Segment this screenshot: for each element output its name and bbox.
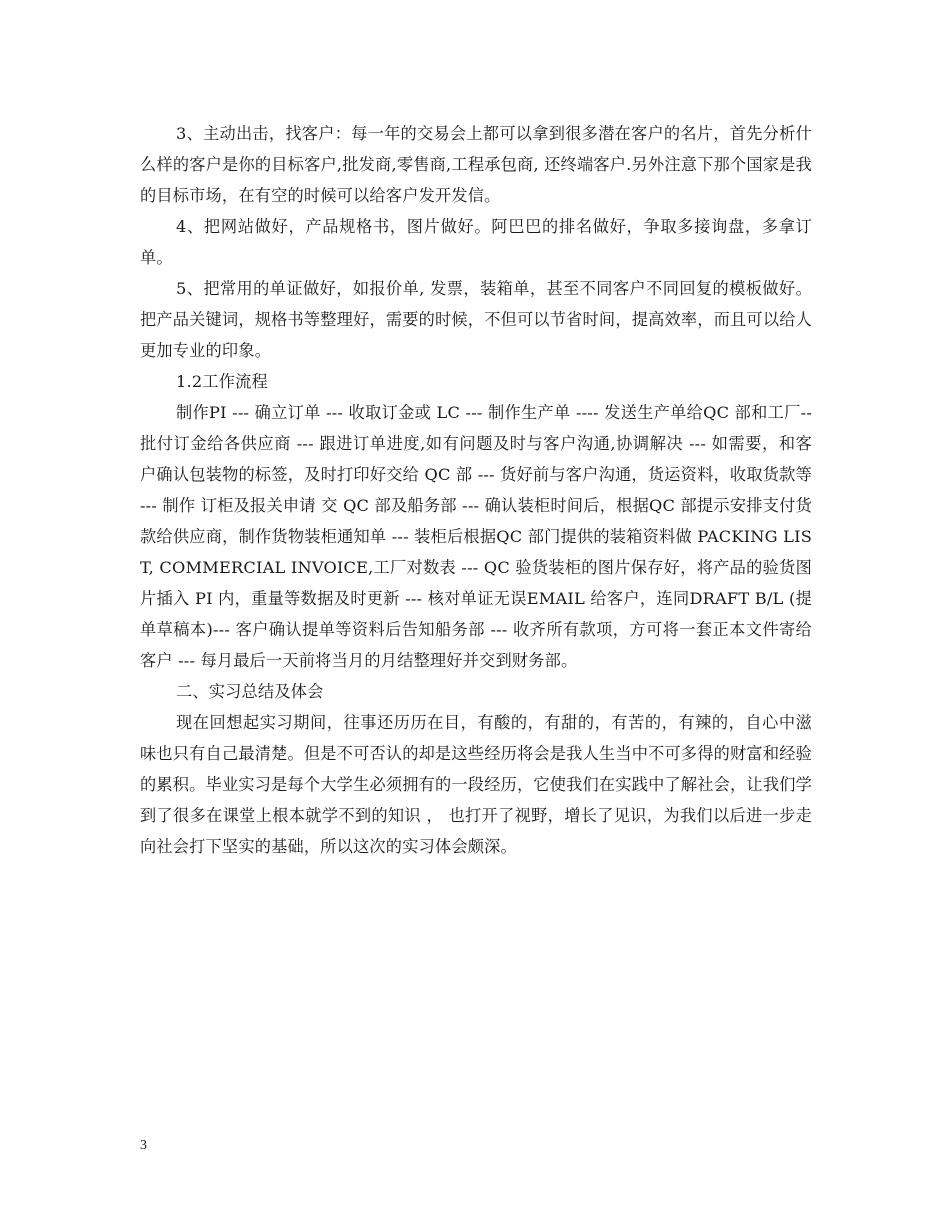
- paragraph-workflow: 制作PI --- 确立订单 --- 收取订金或 LC --- 制作生产单 ---- 发送生产单给QC 部和工厂-- 批付订金给各供应商 --- 跟进订单进度,如有问题及时与客户沟通,协调解决 --- 如需要，和客户确认包装物的标签，及时打印好交给 QC 部 --- 货好前与客户沟通，货运资料，收取货款等 --- 制作 订柜及报关申请 交 QC 部及船务部 --- 确认装柜时间后，根据QC 部提示安排支付货款给供应商，制作货物装柜通知单 --- 装柜后根据QC 部门提供的装箱资料做 PACKING LIST, COMMERCIAL INVOICE,工厂对数表 --- QC 验货装柜的图片保存好，将产品的验货图片插入 PI 内，重量等数据及时更新 --- 核对单证无误EMAIL 给客户，连同DRAFT B/L (提单草稿本)--- 客户确认提单等资料后告知船务部 --- 收齐所有款项，方可将一套正本文件寄给客户 --- 每月最后一天前将当月的月结整理好并交到财务部。: [140, 403, 812, 670]
- document-body: [140, 118, 812, 862]
- page-number: 3: [140, 1138, 147, 1153]
- section-heading-workflow: 1.2工作流程: [176, 372, 268, 391]
- section-heading-summary: 二、实习总结及体会: [176, 682, 324, 701]
- paragraph-website: 4、把网站做好，产品规格书，图片做好。阿巴巴的排名做好，争取多接询盘，多拿订单。: [140, 217, 812, 267]
- paragraph-find-customers: 3、主动出击，找客户：每一年的交易会上都可以拿到很多潜在客户的名片，首先分析什么样的客户是你的目标客户,批发商,零售商,工程承包商, 还终端客户.另外注意下那个国家是我的目标市场，在有空的时候可以给客户发开发信。: [140, 124, 812, 205]
- paragraph-summary: 现在回想起实习期间，往事还历历在目，有酸的，有甜的，有苦的，有辣的，自心中滋味也只有自己最清楚。但是不可否认的却是这些经历将会是我人生当中不可多得的财富和经验的累积。毕业实习是每个大学生必须拥有的一段经历，它使我们在实践中了解社会，让我们学到了很多在课堂上根本就学不到的知识 ， 也打开了视野，增长了见识，为我们以后进一步走向社会打下坚实的基础，所以这次的实习体会颇深。: [140, 713, 812, 856]
- paragraph-documents-templates: 5、把常用的单证做好，如报价单, 发票，装箱单，甚至不同客户不同回复的模板做好。把产品关键词，规格书等整理好，需要的时候，不但可以节省时间，提高效率，而且可以给人更加专业的印象。: [140, 279, 812, 360]
